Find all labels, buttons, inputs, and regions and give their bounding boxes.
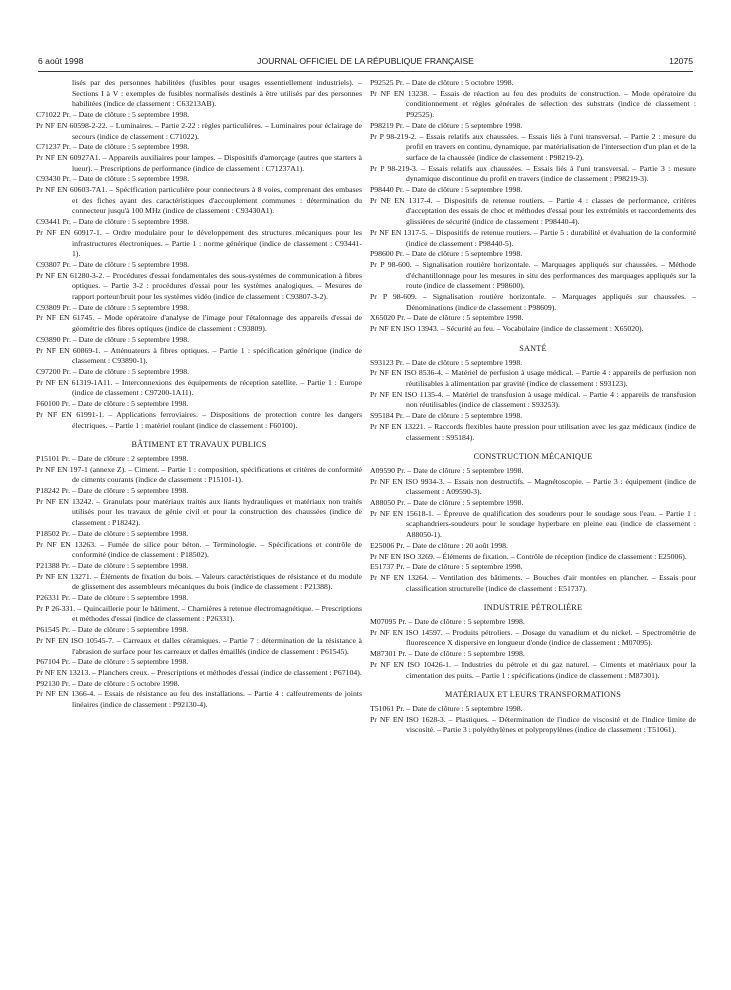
section-heading: INDUSTRIE PÉTROLIÈRE <box>483 603 583 613</box>
standard-entry: C71237 Pr. – Date de clôture : 5 septembre 1998. <box>36 142 190 152</box>
header-rule <box>38 71 693 72</box>
standard-entry: C97200 Pr. – Date de clôture : 5 septembre 1998. <box>36 366 190 376</box>
standard-entry: Pr NF EN 13242. – Granulats pour matériaux traités aux liants hydrauliques et matériaux non traités utilisés pour les travaux de génie civil et pour la construction des chaussées (indice de classement : P18242). <box>36 496 362 528</box>
standard-entry: C93809 Pr. – Date de clôture : 5 septembre 1998. <box>36 302 190 312</box>
standard-entry: Pr NF EN 15618-1. – Épreuve de qualification des soudeurs pour le soudage sous l'eau. – Partie 1 : scaphandriers-soudeurs pour le soudage hyperbare en pleine eau (indice de classement : A88050-1). <box>370 508 696 540</box>
standard-entry: Pr NF EN 61745. – Mode opératoire d'analyse de l'image pour l'étalonnage des appareils d'essai de géométrie des fibres optiques (indice de classement : C93809). <box>36 313 362 334</box>
standard-entry: Pr NF EN 13238. – Essais de réaction au feu des produits de construction. – Mode opératoire du conditionnement et règles générales de sélection des substrats (indice de classement : P92525). <box>370 88 696 120</box>
standard-entry: P61545 Pr. – Date de clôture : 5 septembre 1998. <box>36 625 189 635</box>
standard-entry: Pr NF EN 13221. – Raccords flexibles haute pression pour utilisation avec les gaz médicaux (indice de classement : S95184). <box>370 421 696 442</box>
standard-entry: S93123 Pr. – Date de clôture : 5 septembre 1998. <box>370 357 523 367</box>
standard-entry: Pr NF EN 60917-1. – Ordre modulaire pour le développement des structures mécaniques pour les infrastructures électroniques. – Partie 1 : norme générique (indice de classement : C93441-1). <box>36 227 362 259</box>
standard-entry: Pr NF EN ISO 10426-1. – Industries du pétrole et du gaz naturel. – Ciments et matériaux pour la cimentation des puits. – Partie 1 : spécifications (indice de classement : M87301). <box>370 659 696 680</box>
standard-entry: P26331 Pr. – Date de clôture : 5 septembre 1998. <box>36 593 189 603</box>
standard-entry: Pr NF EN ISO 14597. – Produits pétroliers. – Dosage du vanadium et du nickel. – Spectrométrie de fluorescence X dispersive en longueur d'onde (indice de classement : M07095). <box>370 627 696 648</box>
page-header <box>38 56 693 70</box>
standard-entry: Pr NF EN 197-1 (annexe Z). – Ciment. – Partie 1 : composition, spécifications et critères de conformité de ciments courants (indice de classement : P15101-1). <box>36 464 362 485</box>
standard-entry: Pr NF EN 60598-2-22. – Luminaires. – Partie 2-22 : règles particulières. – Luminaires pour éclairage de secours (indice de classement : C71022). <box>36 120 362 141</box>
standard-entry: M07095 Pr. – Date de clôture : 5 septembre 1998. <box>370 617 525 627</box>
standard-entry: C93890 Pr. – Date de clôture : 5 septembre 1998. <box>36 334 190 344</box>
standard-entry: M87301 Pr. – Date de clôture : 5 septembre 1998. <box>370 649 525 659</box>
standard-entry: Pr NF EN ISO 13943. – Sécurité au feu. – Vocabulaire (indice de classement : X65020). <box>370 324 644 334</box>
standard-entry: Pr P 26-331. – Quincaillerie pour le bâtiment. – Charnières à retenue électromagnétique. – Prescriptions et méthodes d'essai (indice de classement : P26331). <box>36 603 362 624</box>
standard-entry: P92525 Pr. – Date de clôture : 5 octobre 1998. <box>370 78 514 87</box>
standard-entry: T51061 Pr. – Date de clôture : 5 septembre 1998. <box>370 703 523 713</box>
standard-entry: Pr NF EN 13213. – Planchers creux. – Prescriptions et méthodes d'essai (indice de classement : P67104). <box>36 667 362 677</box>
standard-entry: Pr NF EN 1317-4. – Dispositifs de retenue routiers. – Partie 4 : classes de performance, critères d'acceptation des essais de choc et méthodes d'essai pour les extrémités et raccordements des glissières de sécurité (indice de classement : P98440-4). <box>370 195 696 227</box>
section-heading: CONSTRUCTION MÉCANIQUE <box>473 452 593 462</box>
section-heading: SANTÉ <box>519 343 547 353</box>
standard-entry: Pr P 98-609. – Signalisation routière horizontale. – Marquages appliqués sur chaussées. – Dénominations (indice de classement : P98609). <box>370 292 696 312</box>
standard-entry: E51737 Pr. – Date de clôture : 5 septembre 1998. <box>370 562 523 572</box>
left-column <box>36 78 362 711</box>
standard-entry: Pr P 98-219-2. – Essais relatifs aux chaussées. – Essais liés à l'uni transversal. – Partie 2 : mesure du profil en travers en continu, dynamique, par matérialisation de l'intersection d'un plan et de la surface de la chaussée (indice de classement : P98219-2). <box>370 131 696 162</box>
standard-entry: Pr NF EN 61319-1A11. – Interconnexions des équipements de réception satellite. – Partie 1 : Europe (indice de classement : C97200-1A11). <box>36 377 362 398</box>
standard-entry: Pr NF EN 1317-5. – Dispositifs de retenue routiers. – Partie 5 : durabilité et évaluation de la conformité (indice de classement : P98440-5). <box>370 227 696 248</box>
standard-entry: Pr NF EN 60603-7A1. – Spécification particulière pour connecteurs à 8 voies, comprenant des embases et des fiches ayant des caractéristiques d'accouplement communes : détermination du connecteur jusqu'à 100 MHz (indice de classement : C93430A1). <box>36 185 362 216</box>
standard-entry: P92130 Pr. – Date de clôture : 5 octobre 1998. <box>36 678 180 688</box>
standard-entry: Pr NF EN ISO 10545-7. – Carreaux et dalles céramiques. – Partie 7 : détermination de la résistance à l'abrasion de surface pour les carreaux et dalles émaillés (indice de classement : P61545). <box>36 635 362 656</box>
standard-entry: F60100 Pr. – Date de clôture : 5 septembre 1998. <box>36 399 189 409</box>
standard-entry: P18242 Pr. – Date de clôture : 5 septembre 1998. <box>36 486 189 496</box>
standard-entry: S95184 Pr. – Date de clôture : 5 septembre 1998. <box>370 411 523 421</box>
header-journal-title: JOURNAL OFFICIEL DE LA RÉPUBLIQUE FRANÇAISE <box>257 56 474 66</box>
standard-entry: C93430 Pr. – Date de clôture : 5 septembre 1998. <box>36 174 190 184</box>
section-heading: MATÉRIAUX ET LEURS TRANSFORMATIONS <box>445 690 621 700</box>
standard-entry: C93441 Pr. – Date de clôture : 5 septembre 1998. <box>36 217 190 227</box>
standard-entry: P98600 Pr. – Date de clôture : 5 septembre 1998. <box>370 249 523 259</box>
standard-entry: P21388 Pr. – Date de clôture : 5 septembre 1998. <box>36 560 189 570</box>
standard-entry: Pr NF EN 13264. – Ventilation des bâtiments. – Bouches d'air montées en plancher. – Essais pour classification structurelle (indice de classement : E51737). <box>370 572 696 593</box>
standard-entry: Pr P 98-219-3. – Essais relatifs aux chaussées. – Essais liés à l'uni transversal. – Partie 3 : mesure dynamique discontinue du profil en travers (indice de classement : P98219-3). <box>370 163 696 184</box>
standard-entry: Pr NF EN 61991-1. – Applications ferroviaires. – Dispositions de protection contre les dangers électriques. – Partie 1 : matériel roulant (indice de classement : F60100). <box>36 409 362 430</box>
standard-entry: Pr NF EN 60927A1. – Appareils auxiliaires pour lampes. – Dispositifs d'amorçage (autres que starters à lueur). – Prescriptions de performance (indice de classement : C71237A1). <box>36 152 362 173</box>
standard-entry: Pr NF EN ISO 3269. – Éléments de fixation. – Contrôle de réception (indice de classement : E25006). <box>370 551 687 561</box>
header-page-number: 12075 <box>669 56 693 66</box>
standard-entry: P18502 Pr. – Date de clôture : 5 septembre 1998. <box>36 528 189 538</box>
continued-entry-text: lisés par des personnes habilitées (fusibles pour usages essentiellement industriels). – Sections I à V : exemples de fusibles normalisés destinés à être utilisés par des personnes habilitées (indice de classement : C63213AB). <box>72 78 362 109</box>
standard-entry: P98440 Pr. – Date de clôture : 5 septembre 1998. <box>370 185 523 195</box>
standard-entry: Pr NF EN ISO 8536-4. – Matériel de perfusion à usage médical. – Partie 4 : appareils de perfusion non réutilisables à alimentation par gravité (indice de classement : S93123). <box>370 368 696 388</box>
header-date: 6 août 1998 <box>38 56 84 66</box>
standard-entry: Pr NF EN 61280-3-2. – Procédures d'essai fondamentales des sous-systèmes de communication à fibres optiques. – Partie 3-2 : procédures d'essai pour les systèmes analogiques. – Mesures de rapport porteur/bruit pour les systèmes vidéo (indice de classement : C93807-3-2). <box>36 270 362 302</box>
standard-entry: Pr NF EN 13271. – Éléments de fixation du bois. – Valeurs caractéristiques de résistance et du module de glissement des assembleurs mécaniques du bois (indice de classement : P21388). <box>36 571 362 592</box>
right-column <box>370 78 696 736</box>
section-heading: BÂTIMENT ET TRAVAUX PUBLICS <box>131 440 267 450</box>
standard-entry: Pr NF EN 60869-1. – Atténuateurs à fibres optiques. – Partie 1 : spécification générique (indice de classement : C93890-1). <box>36 345 362 366</box>
standard-entry: X65020 Pr. – Date de clôture : 5 septembre 1998. <box>370 313 524 323</box>
standard-entry: C71022 Pr. – Date de clôture : 5 septembre 1998. <box>36 110 190 120</box>
standard-entry: Pr NF EN 1366-4. – Essais de résistance au feu des installations. – Partie 4 : calfeutrements de joints linéaires (indice de classement : P92130-4). <box>36 689 362 710</box>
standard-entry: Pr NF EN 13263. – Fumée de silice pour béton. – Terminologie. – Spécifications et contrôle de conformité (indice de classement : P18502). <box>36 539 362 560</box>
standard-entry: Pr NF EN ISO 1628-3. – Plastiques. – Détermination de l'indice de viscosité et de l'indice limite de viscosité. – Partie 3 : polyéthylènes et polypropylènes (indice de classement : T51061). <box>370 714 696 735</box>
standard-entry: Pr NF EN ISO 1135-4. – Matériel de transfusion à usage médical. – Partie 4 : appareils de transfusion non réutilisables (indice de classement : S93253). <box>370 389 696 410</box>
standard-entry: C93807 Pr. – Date de clôture : 5 septembre 1998. <box>36 259 190 269</box>
standard-entry: A09590 Pr. – Date de clôture : 5 septembre 1998. <box>370 465 524 475</box>
standard-entry: Pr P 98-600. – Signalisation routière horizontale. – Marquages appliqués sur chaussées. – Méthode d'échantillonnage pour les mesures in situ des performances des marquages appliqués sur la route (indice de classement : P98600). <box>370 259 696 291</box>
standard-entry: Pr NF EN ISO 9934-3. – Essais non destructifs. – Magnétoscopie. – Partie 3 : équipement (indice de classement : A09590-3). <box>370 476 696 497</box>
standard-entry: P67104 Pr. – Date de clôture : 5 septembre 1998. <box>36 657 189 667</box>
standard-entry: A88050 Pr. – Date de clôture : 5 septembre 1998. <box>370 498 524 508</box>
standard-entry: P98219 Pr. – Date de clôture : 5 septembre 1998. <box>370 120 523 130</box>
standard-entry: P15101 Pr. – Date de clôture : 2 septembre 1998. <box>36 453 189 463</box>
standard-entry: E25006 Pr. – Date de clôture : 20 août 1998. <box>370 540 508 550</box>
